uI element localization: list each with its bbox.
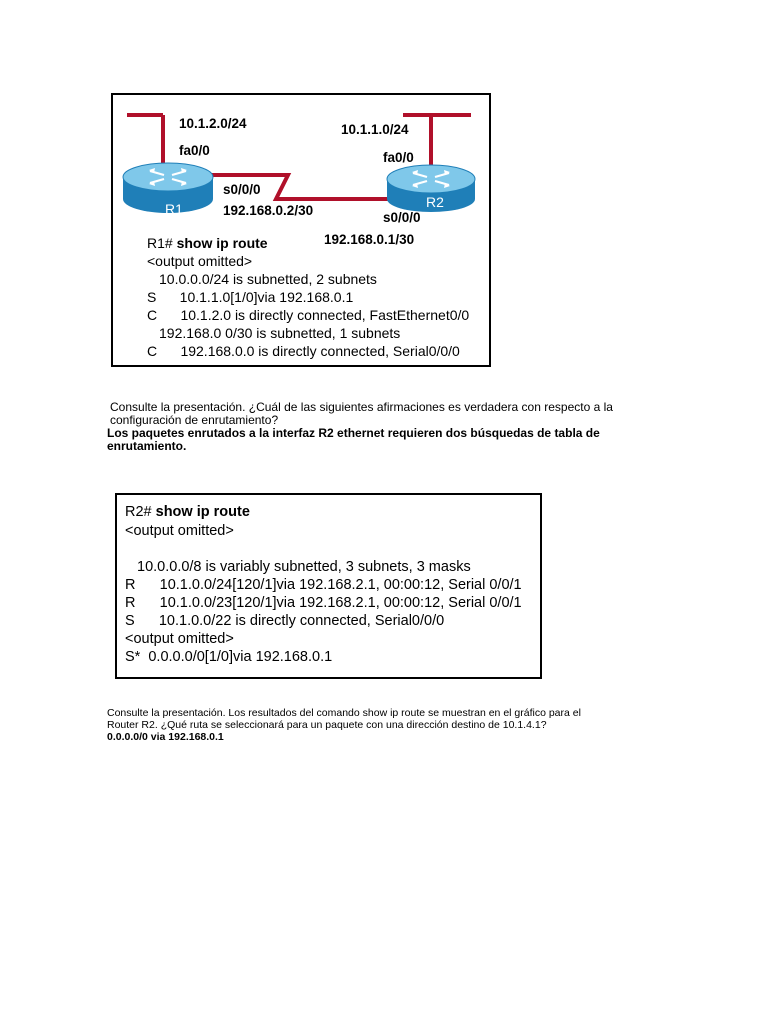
r2-cli-prompt: R2# bbox=[125, 504, 152, 520]
r2-cli-line: S* 0.0.0.0/0[1/0]via 192.168.0.1 bbox=[125, 649, 333, 665]
r1-serial-ip-label: 192.168.0.2/30 bbox=[223, 203, 314, 218]
r2-routing-table-figure bbox=[115, 493, 542, 679]
r2-fa-label: fa0/0 bbox=[383, 150, 414, 165]
r1-fa-label: fa0/0 bbox=[179, 143, 210, 158]
r2-lan-label: 10.1.1.0/24 bbox=[341, 122, 409, 137]
topology-figure bbox=[111, 93, 491, 367]
r1-lan-label: 10.1.2.0/24 bbox=[179, 116, 247, 131]
question-1 bbox=[107, 401, 637, 453]
r2-cli-line: <output omitted> bbox=[125, 523, 234, 539]
r1-cli-line: C 10.1.2.0 is directly connected, FastEthernet0/0 bbox=[147, 307, 470, 323]
r1-cli-command-text: show ip route bbox=[176, 235, 268, 251]
r1-name: R1 bbox=[165, 201, 183, 217]
r2-cli-line: S 10.1.0.0/22 is directly connected, Serial0/0/0 bbox=[125, 613, 445, 629]
r2-cli-command-text: show ip route bbox=[155, 504, 250, 520]
question-1-text: Consulte la presentación. ¿Cuál de las siguientes afirmaciones es verdadera con respecto a la configuración de enrutamiento? bbox=[110, 400, 613, 427]
question-2 bbox=[107, 707, 607, 743]
r2-serial-ip-label: 192.168.0.1/30 bbox=[324, 232, 415, 247]
r1-cli-prompt: R1# bbox=[147, 235, 173, 251]
r2-cli-command bbox=[125, 505, 250, 520]
r1-cli-line: 192.168.0 0/30 is subnetted, 1 subnets bbox=[159, 325, 401, 341]
r2-cli-line: R 10.1.0.0/24[120/1]via 192.168.2.1, 00:00:12, Serial 0/0/1 bbox=[125, 577, 522, 593]
r1-cli-line: <output omitted> bbox=[147, 253, 253, 269]
r1-cli-line: C 192.168.0.0 is directly connected, Serial0/0/0 bbox=[147, 343, 460, 359]
question-2-answer: 0.0.0.0/0 via 192.168.0.1 bbox=[107, 731, 224, 743]
r1-serial-label: s0/0/0 bbox=[223, 182, 261, 197]
question-1-answer: Los paquetes enrutados a la interfaz R2 ethernet requieren dos búsquedas de tabla de enrutamiento. bbox=[107, 426, 600, 453]
r1-cli-line: 10.0.0.0/24 is subnetted, 2 subnets bbox=[159, 271, 377, 287]
r2-cli-line: <output omitted> bbox=[125, 631, 234, 647]
r1-cli-line: S 10.1.1.0[1/0]via 192.168.0.1 bbox=[147, 289, 354, 305]
question-2-text: Consulte la presentación. Los resultados del comando show ip route se muestran en el gráfico para el Router R2. ¿Qué ruta se seleccionará para un paquete con una dirección destino de 10.1.4.1? bbox=[107, 707, 581, 731]
r2-cli-line: R 10.1.0.0/23[120/1]via 192.168.2.1, 00:00:12, Serial 0/0/1 bbox=[125, 595, 522, 611]
r2-cli-line: 10.0.0.0/8 is variably subnetted, 3 subnets, 3 masks bbox=[137, 559, 471, 575]
r2-serial-label: s0/0/0 bbox=[383, 210, 421, 225]
r2-name: R2 bbox=[426, 194, 444, 210]
r1-cli-command bbox=[147, 236, 268, 250]
